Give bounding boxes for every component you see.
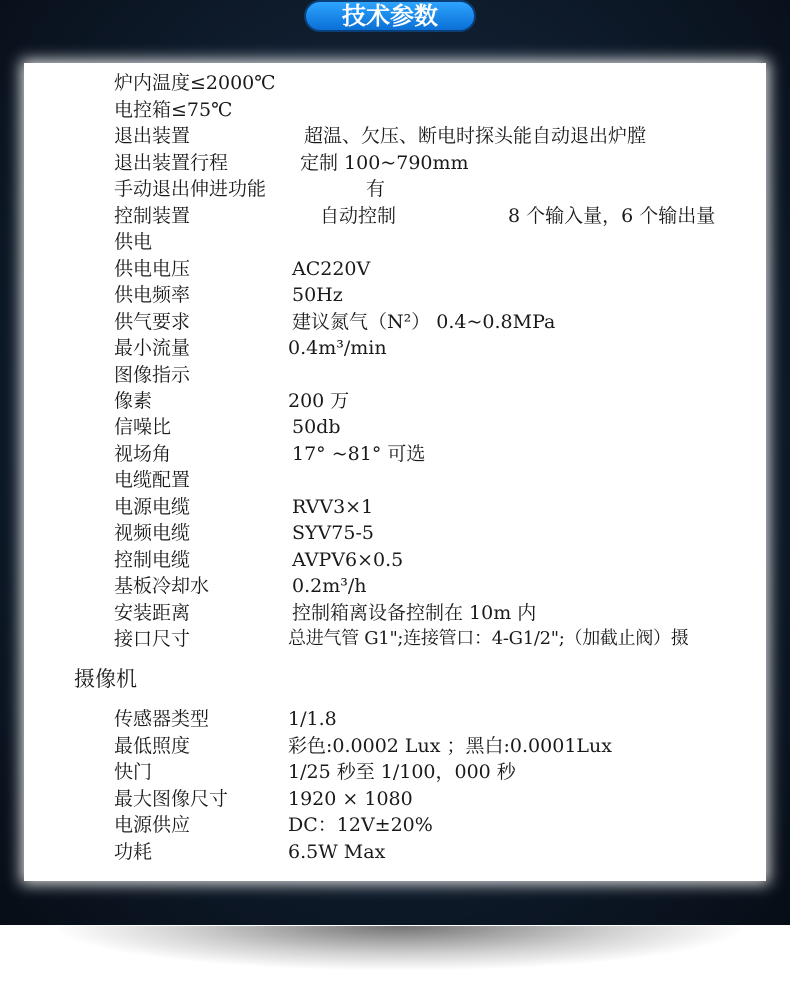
- spec-label: 电源供应: [114, 814, 191, 836]
- spec-label: 快门: [114, 761, 153, 783]
- spec-value: 6.5W Max: [288, 841, 386, 863]
- spec-value: 定制 100~790mm: [300, 152, 469, 174]
- spec-label: 控制电缆: [114, 549, 191, 571]
- spec-value: 总进气管 G1";连接管口：4-G1/2";（加截止阀）摄: [288, 628, 689, 649]
- spec-row: [24, 229, 766, 255]
- spec-label: 电缆配置: [114, 469, 191, 491]
- spec-label: 传感器类型: [114, 708, 210, 730]
- spec-row: [24, 388, 766, 414]
- spec-row: [24, 256, 766, 282]
- spec-label: 供电频率: [114, 284, 191, 306]
- spec-row: [24, 362, 766, 388]
- spec-label: 退出装置行程: [114, 152, 229, 174]
- spec-value: SYV75-5: [292, 522, 374, 544]
- spec-value: 50db: [292, 416, 341, 438]
- spec-label: 炉内温度≤2000℃: [114, 72, 276, 94]
- spec-label: 手动退出伸进功能: [114, 178, 267, 200]
- camera-spec-row: [24, 759, 766, 785]
- spec-row: [24, 520, 766, 546]
- spec-row: [24, 70, 766, 96]
- spec-row: [24, 626, 766, 652]
- camera-spec-row: [24, 786, 766, 812]
- spec-value: 200 万: [288, 390, 350, 412]
- spec-row: [24, 573, 766, 599]
- spec-label: 最小流量: [114, 337, 191, 359]
- spec-row: [24, 335, 766, 361]
- spec-value: RVV3×1: [292, 496, 374, 518]
- spec-row: [24, 176, 766, 202]
- spec-value: 17° ~81° 可选: [292, 443, 426, 465]
- spec-value: 自动控制: [320, 205, 397, 227]
- spec-label: 供电电压: [114, 258, 191, 280]
- spec-value: DC：12V±20%: [288, 814, 433, 836]
- spec-value: 控制箱离设备控制在 10m 内: [292, 602, 537, 624]
- spec-row: [24, 309, 766, 335]
- section-title-badge: 技术参数: [304, 0, 476, 32]
- spec-label: 视频电缆: [114, 522, 191, 544]
- spec-label: 视场角: [114, 443, 172, 465]
- spec-row: [24, 282, 766, 308]
- spec-value: 超温、欠压、断电时探头能自动退出炉膛: [304, 125, 647, 147]
- spec-row: [24, 414, 766, 440]
- spec-value-secondary: 8 个输入量，6 个输出量: [508, 205, 716, 227]
- spec-value: 建议氮气（N²） 0.4~0.8MPa: [292, 311, 556, 333]
- spec-value: 50Hz: [292, 284, 343, 306]
- spec-value: 0.2m³/h: [292, 575, 367, 597]
- spec-row: [24, 547, 766, 573]
- spec-panel: [24, 63, 766, 881]
- camera-spec-row: [24, 733, 766, 759]
- spec-label: 像素: [114, 390, 153, 412]
- spec-label: 控制装置: [114, 205, 191, 227]
- spec-label: 电源电缆: [114, 496, 191, 518]
- spec-row: [24, 150, 766, 176]
- spec-value: 1/1.8: [288, 708, 337, 730]
- spec-value: 1/25 秒至 1/100，000 秒: [288, 761, 516, 783]
- spec-value: 有: [366, 178, 386, 200]
- spec-label: 退出装置: [114, 125, 191, 147]
- spec-label: 信噪比: [114, 416, 172, 438]
- spec-label: 功耗: [114, 841, 153, 863]
- spec-label: 最大图像尺寸: [114, 788, 229, 810]
- bottom-shadow: [60, 926, 740, 970]
- spec-label: 供电: [114, 231, 153, 253]
- spec-row: [24, 600, 766, 626]
- camera-spec-row: [24, 812, 766, 838]
- spec-value: AC220V: [292, 258, 371, 280]
- spec-row: [24, 203, 766, 229]
- spec-label: 接口尺寸: [114, 628, 191, 650]
- spec-value: 彩色:0.0002 Lux ；黑白:0.0001Lux: [288, 735, 612, 757]
- spec-label: 安装距离: [114, 602, 191, 624]
- spec-label: 最低照度: [114, 735, 191, 757]
- spec-row: [24, 441, 766, 467]
- camera-section-heading: 摄像机: [74, 667, 137, 691]
- spec-row: [24, 494, 766, 520]
- spec-row: [24, 123, 766, 149]
- spec-value: 0.4m³/min: [288, 337, 387, 359]
- spec-row: [24, 97, 766, 123]
- spec-row: [24, 467, 766, 493]
- spec-label: 图像指示: [114, 364, 191, 386]
- spec-label: 电控箱≤75℃: [114, 99, 233, 121]
- spec-value: AVPV6×0.5: [292, 549, 404, 571]
- spec-label: 供气要求: [114, 311, 191, 333]
- camera-spec-row: [24, 706, 766, 732]
- spec-value: 1920 × 1080: [288, 788, 413, 810]
- camera-spec-row: [24, 839, 766, 865]
- spec-label: 基板冷却水: [114, 575, 210, 597]
